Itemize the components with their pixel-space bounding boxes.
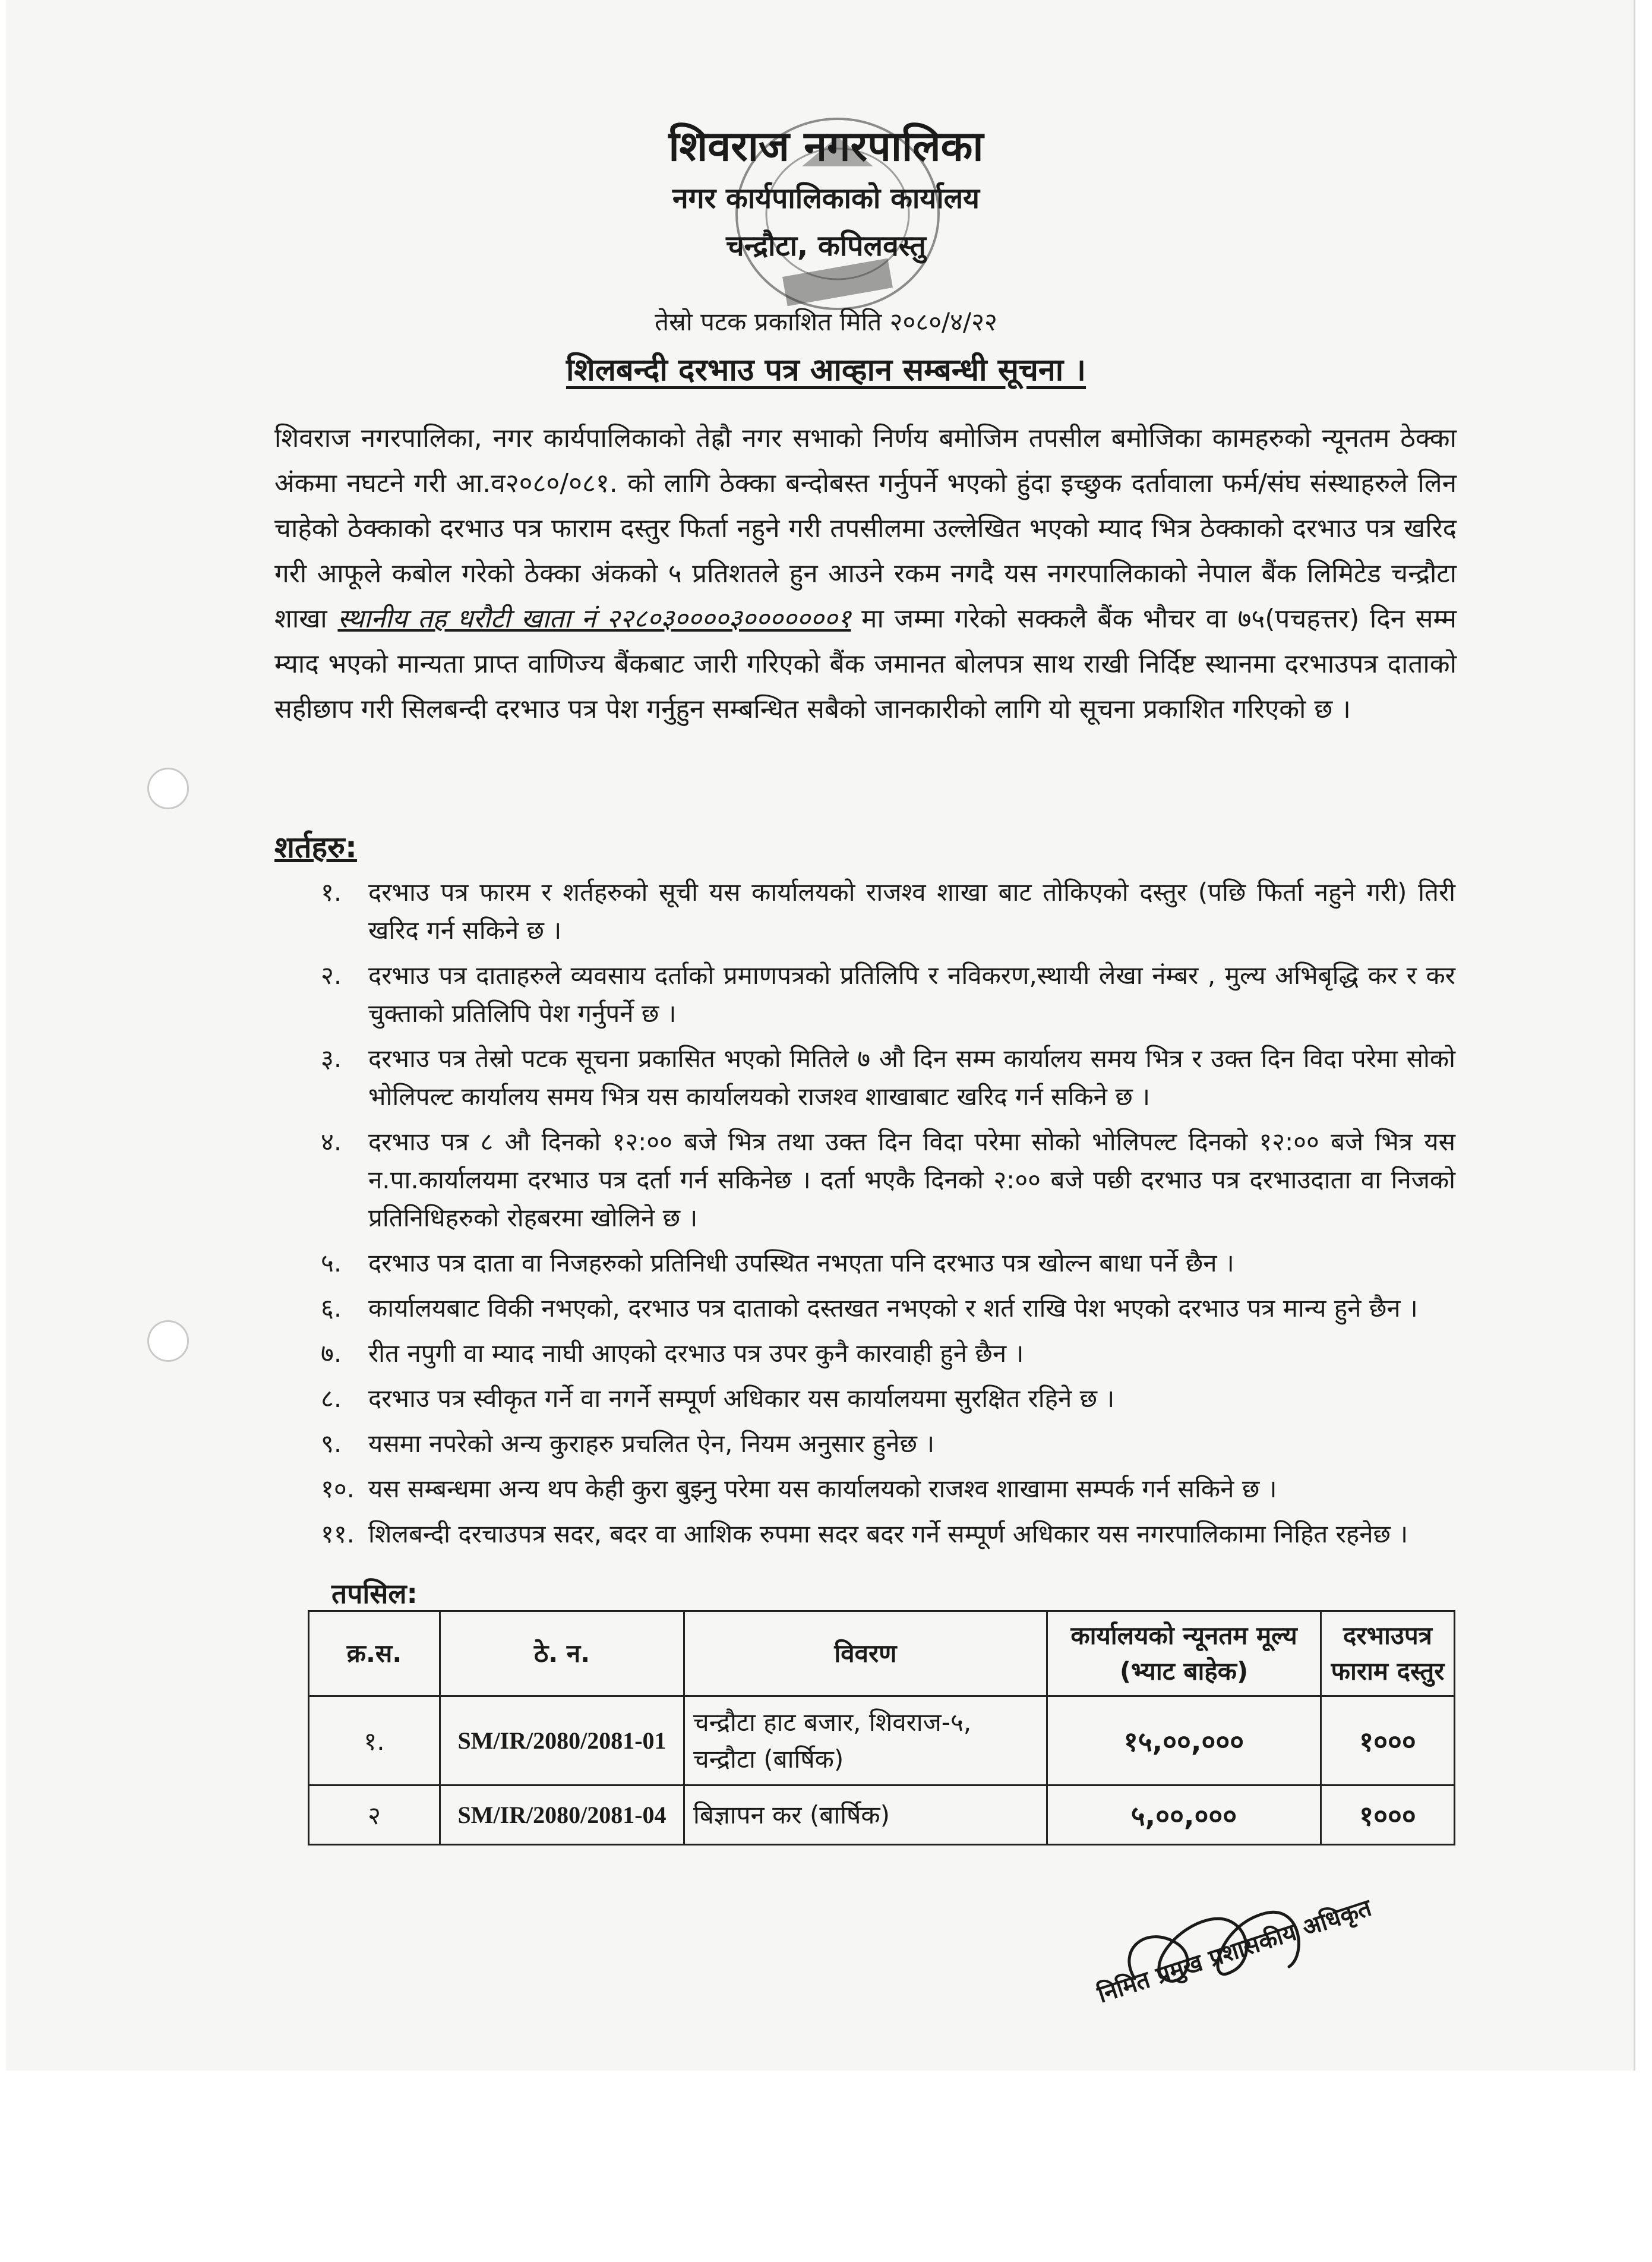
condition-number: ५. — [321, 1248, 342, 1277]
cell-description: बिज्ञापन कर (बार्षिक) — [684, 1785, 1047, 1845]
condition-item — [321, 1470, 1455, 1508]
condition-number: ४. — [321, 1127, 342, 1156]
conditions-list — [321, 873, 1455, 1560]
col-contract-no: ठे. न. — [440, 1611, 684, 1696]
condition-text: दरभाउ पत्र स्वीकृत गर्ने वा नगर्ने सम्पूर्ण अधिकार यस कार्यालयमा सुरक्षित रहिने छ । — [368, 1384, 1115, 1413]
notice-title: शिलबन्दी दरभाउ पत्र आव्हान सम्बन्धी सूचना । — [566, 352, 1086, 388]
condition-text: दरभाउ पत्र फारम र शर्तहरुको सूची यस कार्यालयको राजश्व शाखा बाट तोकिएको दस्तुर (पछि फिर्ता नहुने गरी) तिरी खरिद गर्न सकिने छ । — [368, 878, 1455, 945]
cell-form-fee: १००० — [1321, 1696, 1455, 1785]
condition-item — [321, 1040, 1455, 1116]
condition-item — [321, 1123, 1455, 1237]
condition-text: यस सम्बन्धमा अन्य थप केही कुरा बुझ्नु परेमा यस कार्यालयको राजश्व शाखामा सम्पर्क गर्न सकिने छ । — [368, 1474, 1277, 1503]
notice-body — [274, 416, 1457, 732]
schedule-heading: तपसिल: — [331, 1578, 418, 1610]
cell-form-fee: १००० — [1321, 1785, 1455, 1845]
condition-number: ३. — [321, 1044, 342, 1073]
condition-number: ८. — [321, 1384, 342, 1413]
condition-item — [321, 1380, 1455, 1418]
notice-body-part1: शिवराज नगरपालिका, नगर कार्यपालिकाको तेह्रौ नगर सभाको निर्णय बमोजिम तपसील बमोजिका कामहरुको न्यूनतम ठेक्का अंकमा नघटने गरी आ.व२०८०/०८१. को लागि ठेक्का बन्दोबस्त गर्नुपर्ने भएको हुंदा इच्छुक दर्तावाला फर्म/संघ संस्थाहरुले लिन चाहेको ठेक्काको दरभाउ पत्र फाराम दस्तुर फिर्ता नहुने गरी तपसीलमा उल्लेखित भएको म्याद भित्र ठेक्काको दरभाउ पत्र खरिद गरी आफूले कबोल गरेको ठेक्का अंकको ५ प्रतिशतले हुन आउने रकम नगदै यस नगरपालिकाको नेपाल बैंक लिमिटेड चन्द्रौटा शाखा — [274, 423, 1457, 634]
condition-number: ११. — [321, 1519, 355, 1548]
condition-item — [321, 957, 1455, 1033]
col-description: विवरण — [684, 1611, 1047, 1696]
col-serial: क्र.स. — [309, 1611, 440, 1696]
deposit-account-number: स्थानीय तह धरौटी खाता नं २२८०३००००३०००००००१ — [337, 604, 851, 634]
condition-number: ९. — [321, 1429, 342, 1458]
punch-hole-top — [147, 768, 189, 809]
cell-contract-no: SM/IR/2080/2081-01 — [440, 1696, 684, 1785]
condition-item — [321, 1425, 1455, 1463]
condition-text: यसमा नपरेको अन्य कुराहरु प्रचलित ऐन, नियम अनुसार हुनेछ । — [368, 1429, 935, 1458]
condition-number: ७. — [321, 1339, 342, 1368]
cell-min-price: १५,००,००० — [1047, 1696, 1321, 1785]
cell-contract-no: SM/IR/2080/2081-04 — [440, 1785, 684, 1845]
cell-description: चन्द्रौटा हाट बजार, शिवराज-५, चन्द्रौटा (बार्षिक) — [684, 1696, 1047, 1785]
condition-item — [321, 1335, 1455, 1373]
condition-item — [321, 1515, 1455, 1553]
cell-serial: १. — [309, 1696, 440, 1785]
condition-item — [321, 1244, 1455, 1282]
office-name: नगर कार्यपालिकाको कार्यालय — [672, 182, 980, 215]
schedule-table — [308, 1610, 1455, 1845]
cell-min-price: ५,००,००० — [1047, 1785, 1321, 1845]
condition-text: दरभाउ पत्र ८ औ दिनको १२:०० बजे भित्र तथा उक्त दिन विदा परेमा सोको भोलिपल्ट दिनको १२:०० बजे भित्र यस न.पा.कार्यालयमा दरभाउ पत्र दर्ता गर्न सकिनेछ । दर्ता भएकै दिनको २:०० बजे पछी दरभाउ पत्र दरभाउदाता वा निजको प्रतिनिधिहरुको रोहबरमा खोलिने छ । — [368, 1127, 1455, 1232]
org-name: शिवराज नगरपालिका — [668, 122, 984, 171]
condition-text: शिलबन्दी दरचाउपत्र सदर, बदर वा आशिक रुपमा सदर बदर गर्ने सम्पूर्ण अधिकार यस नगरपालिकामा निहित रहनेछ । — [368, 1519, 1408, 1548]
table-header-row — [309, 1611, 1455, 1696]
col-min-price: कार्यालयको न्यूनतम मूल्य (भ्याट बाहेक) — [1047, 1611, 1321, 1696]
punch-hole-bottom — [147, 1320, 189, 1362]
condition-text: रीत नपुगी वा म्याद नाघी आएको दरभाउ पत्र उपर कुनै कारवाही हुने छैन । — [368, 1339, 1024, 1368]
condition-item — [321, 1289, 1455, 1327]
table-row — [309, 1696, 1455, 1785]
notice-body-part2: मा जम्मा गरेको सक्कलै बैंक भौचर वा ७५(पचहत्तर) दिन सम्म म्याद भएको मान्यता प्राप्त वाणिज्य बैंकबाट जारी गरिएको बैंक जमानत बोलपत्र साथ राखी निर्दिष्ट स्थानमा दरभाउपत्र दाताको सहीछाप गरी सिलबन्दी दरभाउ पत्र पेश गर्नुहुन सम्बन्धित सबैको जानकारीको लागि यो सूचना प्रकाशित गरिएको छ । — [274, 604, 1457, 724]
condition-number: २. — [321, 961, 342, 990]
cell-serial: २ — [309, 1785, 440, 1845]
condition-text: कार्यालयबाट विकी नभएको, दरभाउ पत्र दाताको दस्तखत नभएको र शर्त राखि पेश भएको दरभाउ पत्र मान्य हुने छैन । — [368, 1294, 1418, 1323]
signatory-title: निमित प्रमुख प्रशासकीय अधिकृत — [1094, 1894, 1375, 2009]
table-row — [309, 1785, 1455, 1845]
col-form-fee: दरभाउपत्र फाराम दस्तुर — [1321, 1611, 1455, 1696]
condition-number: ६. — [321, 1294, 342, 1323]
condition-text: दरभाउ पत्र तेस्रो पटक सूचना प्रकासित भएको मितिले ७ औ दिन सम्म कार्यालय समय भित्र र उक्त दिन विदा परेमा सोको भोलिपल्ट कार्यालय समय भित्र यस कार्यालयको राजश्व शाखाबाट खरिद गर्न सकिने छ । — [368, 1044, 1455, 1111]
condition-text: दरभाउ पत्र दाताहरुले व्यवसाय दर्ताको प्रमाणपत्रको प्रतिलिपि र नविकरण,स्थायी लेखा नंम्बर , मुल्य अभिबृद्धि कर र कर चुक्ताको प्रतिलिपि पेश गर्नुपर्ने छ । — [368, 961, 1455, 1028]
office-address: चन्द्रौटा, कपिलवस्तु — [726, 229, 926, 263]
conditions-heading: शर्तहरु: — [274, 830, 357, 865]
condition-item — [321, 873, 1455, 949]
condition-number: १. — [321, 878, 342, 907]
condition-text: दरभाउ पत्र दाता वा निजहरुको प्रतिनिधी उपस्थित नभएता पनि दरभाउ पत्र खोल्न बाधा पर्ने छैन । — [368, 1248, 1234, 1277]
condition-number: १०. — [321, 1474, 355, 1503]
publication-date: तेस्रो पटक प्रकाशित मिति २०८०/४/२२ — [655, 307, 997, 336]
